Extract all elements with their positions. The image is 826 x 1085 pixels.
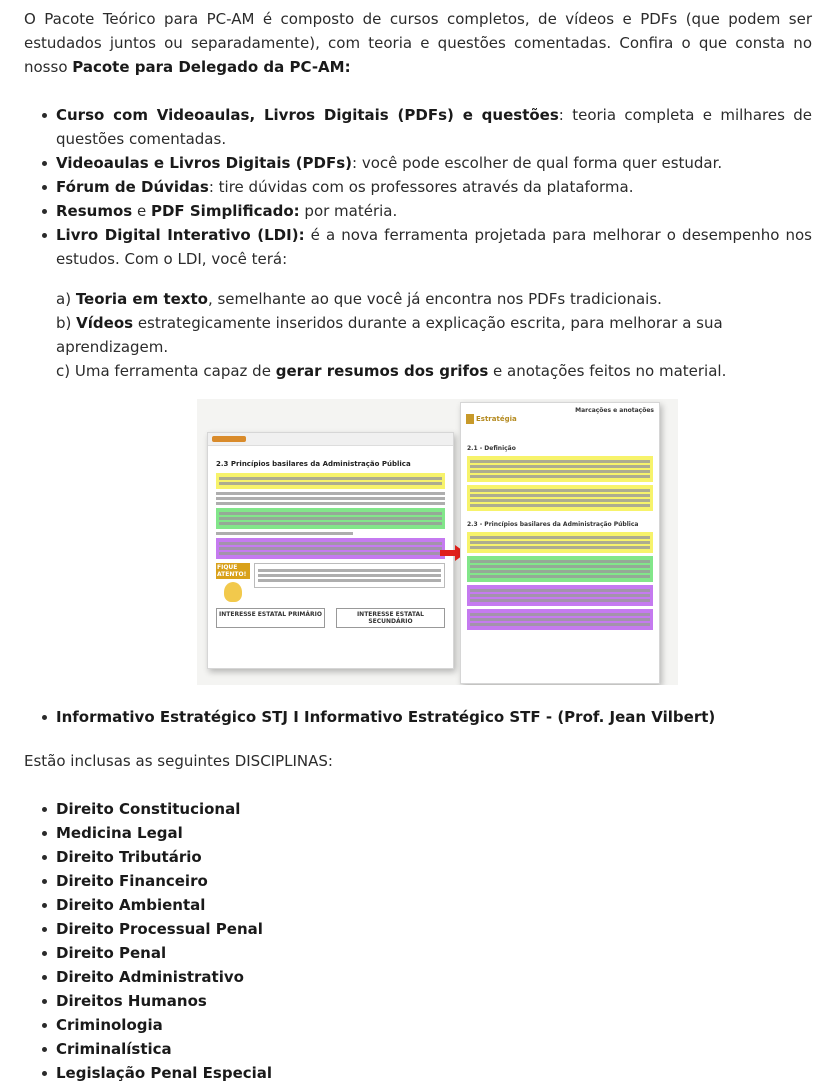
summary-section-1: 2.1 - Definição xyxy=(467,445,516,452)
ldi-bold: Vídeos xyxy=(76,314,134,332)
feature-title: Videoaulas e Livros Digitais (PDFs) xyxy=(56,154,353,172)
ldi-page-title: 2.3 Princípios basilares da Administração Pública xyxy=(216,460,411,468)
informativo-title: Informativo Estratégico STJ I Informativo Estratégico STF - (Prof. Jean Vilbert) xyxy=(56,708,716,726)
ldi-mascot xyxy=(216,563,250,602)
highlight-purple xyxy=(467,585,653,606)
ldi-item-a xyxy=(56,287,812,311)
list-item: Legislação Penal Especial xyxy=(24,1061,812,1085)
feature-text: : teoria completa e milhares de questões comentadas. xyxy=(56,106,812,148)
highlight-green xyxy=(467,556,653,582)
list-item: Direito Processual Penal xyxy=(24,917,812,941)
ldi-sublist xyxy=(56,287,812,383)
summary-section-2: 2.3 - Princípios basilares da Administração Pública xyxy=(467,521,639,528)
ldi-bold: gerar resumos dos grifos xyxy=(275,362,489,380)
ldi-summary-body xyxy=(461,433,659,635)
ldi-box-primary: INTERESSE ESTATAL PRIMÁRIO xyxy=(216,608,325,628)
list-item xyxy=(24,175,812,199)
list-item: Criminologia xyxy=(24,1013,812,1037)
intro-text: O Pacote Teórico para PC-AM é composto de cursos completos, de vídeos e PDFs (que podem ser estudados juntos ou separadamente), com teoria e questões comentadas. Confira o que consta no nosso xyxy=(24,10,812,76)
ldi-text: , semelhante ao que você já encontra nos PDFs tradicionais. xyxy=(207,290,662,308)
ldi-screen-left xyxy=(207,432,454,669)
list-item: Medicina Legal xyxy=(24,821,812,845)
ldi-box-secondary: INTERESSE ESTATAL SECUNDÁRIO xyxy=(336,608,445,628)
list-item xyxy=(24,223,812,271)
informativo-list xyxy=(24,705,812,729)
feature-title: Curso com Videoaulas, Livros Digitais (PDFs) e questões xyxy=(56,106,559,124)
ldi-prefix: a) xyxy=(56,290,76,308)
ldi-note-box xyxy=(254,563,445,588)
ldi-summary-header xyxy=(461,403,659,433)
highlight-purple xyxy=(216,538,445,559)
feature-title: Livro Digital Interativo (LDI): xyxy=(56,226,305,244)
ldi-page xyxy=(208,446,453,634)
ldi-item-c xyxy=(56,359,812,383)
highlight-yellow xyxy=(467,532,653,553)
feature-text: : você pode escolher de qual forma quer estudar. xyxy=(352,154,723,172)
ldi-badge: FIQUE ATENTO! xyxy=(216,563,250,579)
ldi-tab-icon xyxy=(212,436,246,442)
ldi-toolbar xyxy=(208,433,453,446)
feature-text: e xyxy=(132,202,151,220)
brand-logo xyxy=(466,407,517,431)
list-item xyxy=(24,705,812,729)
highlight-yellow xyxy=(467,485,653,511)
list-item xyxy=(24,103,812,151)
list-item xyxy=(24,199,812,223)
list-item: Direito Administrativo xyxy=(24,965,812,989)
intro-bold: Pacote para Delegado da PC-AM: xyxy=(72,58,351,76)
ldi-compare xyxy=(216,608,445,628)
feature-title: PDF Simplificado: xyxy=(150,202,300,220)
ldi-prefix: c) Uma ferramenta capaz de xyxy=(56,362,276,380)
highlight-green xyxy=(216,508,445,529)
logo-icon xyxy=(466,414,474,424)
ldi-summary-page xyxy=(460,402,660,684)
feature-title: Fórum de Dúvidas xyxy=(56,178,209,196)
list-item: Direito Financeiro xyxy=(24,869,812,893)
highlight-yellow xyxy=(216,473,445,489)
ldi-item-b xyxy=(56,311,812,359)
feature-text: por matéria. xyxy=(299,202,398,220)
list-item: Direito Tributário xyxy=(24,845,812,869)
list-item xyxy=(24,151,812,175)
ldi-preview-image xyxy=(197,399,678,685)
list-item: Direitos Humanos xyxy=(24,989,812,1013)
ldi-text: estrategicamente inseridos durante a explicação escrita, para melhorar a sua aprendizagem. xyxy=(56,314,723,356)
ldi-text: e anotações feitos no material. xyxy=(488,362,727,380)
ldi-bold: Teoria em texto xyxy=(75,290,208,308)
feature-title: Resumos xyxy=(56,202,133,220)
summary-header: Marcações e anotações xyxy=(575,407,654,414)
list-item: Direito Ambiental xyxy=(24,893,812,917)
highlight-yellow xyxy=(467,456,653,482)
brand-name: Estratégia xyxy=(476,415,517,423)
feature-text: : tire dúvidas com os professores através da plataforma. xyxy=(208,178,634,196)
owl-icon xyxy=(224,582,242,602)
list-item: Criminalística xyxy=(24,1037,812,1061)
features-list xyxy=(24,103,812,271)
disciplinas-intro: Estão inclusas as seguintes DISCIPLINAS: xyxy=(24,752,333,770)
disciplinas-list xyxy=(24,797,812,1085)
feature-text: é a nova ferramenta projetada para melhorar o desempenho nos estudos. Com o LDI, você terá: xyxy=(56,226,812,268)
ldi-prefix: b) xyxy=(56,314,77,332)
ldi-attention xyxy=(216,563,445,602)
intro-paragraph xyxy=(24,7,812,79)
list-item: Direito Penal xyxy=(24,941,812,965)
highlight-purple xyxy=(467,609,653,630)
list-item: Direito Constitucional xyxy=(24,797,812,821)
